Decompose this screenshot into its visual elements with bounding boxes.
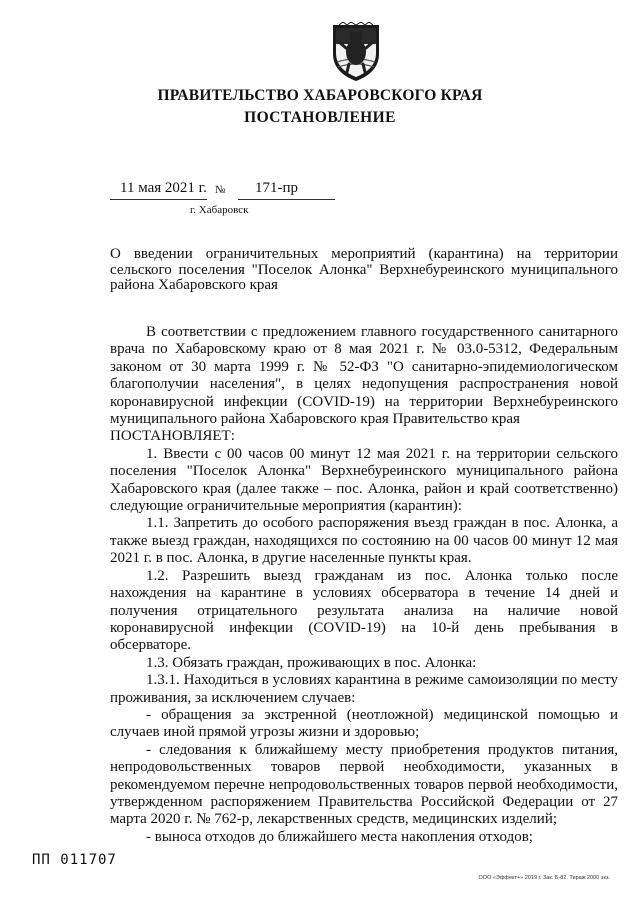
document-body <box>110 324 618 846</box>
document-subject: О введении ограничительных мероприятий (карантина) на территории сельского поселения "Поселок Алонка" Верхнебуреинского муниципального района Хабаровского края <box>110 246 618 293</box>
printer-imprint: ООО «Эффект+» 2019 г. Зак. Б-82. Тираж 2000 экз. <box>478 875 610 881</box>
paragraph-resolves: ПОСТАНОВЛЯЕТ: <box>110 428 235 445</box>
paragraph-1-2: 1.2. Разрешить выезд гражданам из пос. Алонка только после нахождения на карантине в условиях обсерватора в течение 14 дней и получения отрицательного результата анализа на наличие новой коронавирусной инфекции (COVID-19) на 10-й день пребывания в обсерваторе. <box>110 567 618 654</box>
paragraph-1-1: 1.1. Запретить до особого распоряжения въезд граждан в пос. Алонка, а также выезд граждан, находящихся по состоянию на 00 часов 00 минут 12 мая 2021 г. в пос. Алонка, в другие населенные пункты края. <box>110 515 618 567</box>
number-underline <box>238 199 335 200</box>
date-underline <box>110 199 207 200</box>
coat-of-arms-icon <box>329 22 383 82</box>
organization-title: ПРАВИТЕЛЬСТВО ХАБАРОВСКОГО КРАЯ <box>157 87 483 104</box>
document-number: 171-пр <box>255 180 299 196</box>
document-type: ПОСТАНОВЛЕНИЕ <box>244 109 396 126</box>
list-item: - выноса отходов до ближайшего места накопления отходов; <box>146 828 533 845</box>
list-item: - обращения за экстренной (неотложной) медицинской помощью и случаев иной прямой угрозы жизни и здоровью; <box>110 706 618 741</box>
paragraph-preamble: В соответствии с предложением главного государственного санитарного врача по Хабаровскому краю от 8 мая 2021 г. № 03.0-5312, Федеральным законом от 30 марта 1999 г. № 52-ФЗ "О санитарно-эпидемиологическом благополучии населения", в целях недопущения распространения новой коронавирусной инфекции (COVID-19) на территории Верхнебуреинского муниципального района Хабаровского края Правительство края <box>110 324 618 428</box>
number-sign: № <box>215 184 226 196</box>
paragraph-1: 1. Ввести с 00 часов 00 минут 12 мая 2021 г. на территории сельского поселения "Поселок Алонка" Верхнебуреинского муниципального района Хабаровского края (далее также – пос. Алонка, район и край соответственно) следующие ограничительные мероприятия (карантин): <box>110 445 618 515</box>
document-date: 11 мая 2021 г. <box>120 180 207 196</box>
paragraph-1-3: 1.3. Обязать граждан, проживающих в пос. Алонка: <box>146 654 477 671</box>
serial-number: ПП 011707 <box>32 852 117 868</box>
list-item: - следования к ближайшему месту приобретения продуктов питания, непродовольственных товаров первой необходимости, указанных в рекомендуемом перечне непродовольственных товаров первой необходимости, утвержденном распоряжением Правительства Российской Федерации от 27 марта 2020 г. № 762-р, лекарственных средств, медицинских изделий; <box>110 741 618 828</box>
paragraph-1-3-1: 1.3.1. Находиться в условиях карантина в режиме самоизоляции по месту проживания, за исключением случаев: <box>110 672 618 706</box>
city-label: г. Хабаровск <box>190 204 249 216</box>
